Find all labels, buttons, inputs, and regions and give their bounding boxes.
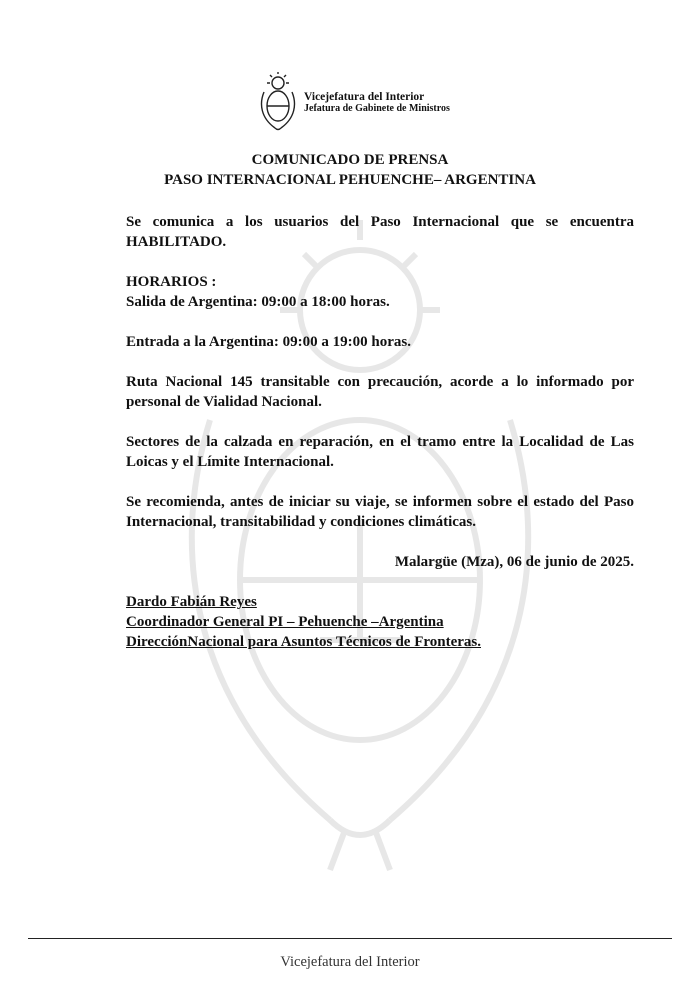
document-title (0, 150, 700, 190)
signature-role: Coordinador General PI – Pehuenche –Argentina (126, 614, 444, 630)
entrada-hours: Entrada a la Argentina: 09:00 a 19:00 horas. (126, 334, 411, 350)
signature-office: DirecciónNacional para Asuntos Técnicos de Fronteras. (126, 634, 481, 650)
horarios-heading: HORARIOS : (126, 274, 217, 290)
signature-name: Dardo Fabián Reyes (126, 594, 257, 610)
date-line: Malargüe (Mza), 06 de junio de 2025. (394, 554, 634, 570)
salida-hours: Salida de Argentina: 09:00 a 18:00 horas. (126, 294, 390, 310)
footer-label: Vicejefatura del Interior (280, 954, 420, 970)
ruta-paragraph: Ruta Nacional 145 transitable con precaución, acorde a lo informado por personal de Vialidad Nacional. (126, 374, 634, 410)
document-body (126, 212, 634, 652)
argentine-coat-of-arms-icon (258, 72, 298, 134)
letterhead (258, 72, 450, 134)
title-line-1: COMUNICADO DE PRENSA (251, 152, 449, 168)
org-subtitle: Jefatura de Gabinete de Ministros (304, 103, 450, 114)
footer-divider (28, 938, 672, 939)
title-line-2: PASO INTERNACIONAL PEHUENCHE– ARGENTINA (164, 172, 536, 188)
intro-paragraph: Se comunica a los usuarios del Paso Internacional que se encuentra HABILITADO. (126, 214, 634, 250)
org-name: Vicejefatura del Interior (304, 91, 425, 103)
sectores-paragraph: Sectores de la calzada en reparación, en el tramo entre la Localidad de Las Loicas y el Límite Internacional. (126, 434, 634, 470)
recommendation-paragraph: Se recomienda, antes de iniciar su viaje, se informen sobre el estado del Paso Internacional, transitabilidad y condiciones climáticas. (126, 494, 634, 530)
